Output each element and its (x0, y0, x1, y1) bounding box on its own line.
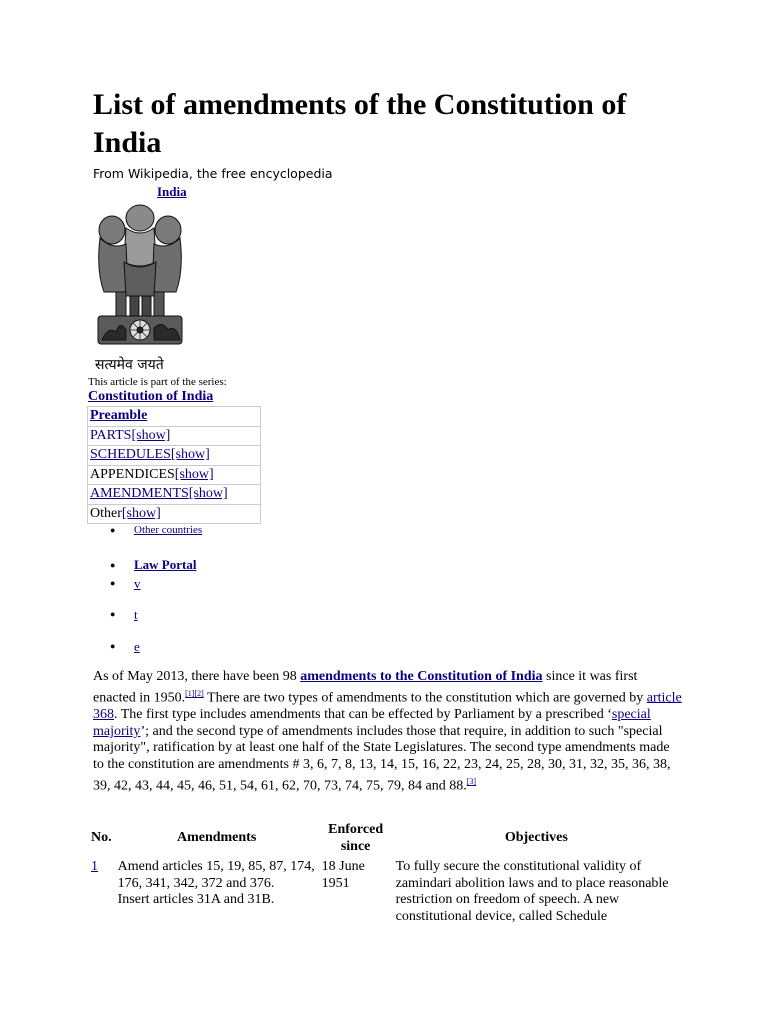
bullet-icon: ● (110, 525, 116, 535)
law-portal-link[interactable]: Law Portal (134, 557, 197, 572)
appendices-show-toggle[interactable]: [show] (174, 466, 214, 482)
parts-show-toggle[interactable]: [show] (131, 427, 171, 443)
objectives-text: To fully secure the constitutional validity of zamindari abolition laws and to place reasonable restriction on freedom of speech. A new constitutional device, called Schedule (395, 859, 669, 924)
amendments-table (88, 820, 680, 925)
navbox-row-preamble (88, 407, 261, 427)
schedules-show-toggle[interactable]: [show] (170, 447, 210, 463)
header-no: No. (91, 830, 112, 846)
constitution-series-link[interactable]: Constitution of India (88, 389, 214, 404)
header-amendments: Amendments (176, 830, 257, 846)
navbox-row-amendments (88, 485, 261, 505)
navbox-row-appendices (88, 465, 261, 485)
series-note: This article is part of the series: (88, 376, 227, 388)
reference-1-2-link[interactable]: [1][2] (185, 688, 204, 698)
header-objectives: Objectives (504, 830, 568, 846)
other-countries-link[interactable]: Other countries (134, 524, 203, 536)
amendment-number-link[interactable]: 1 (91, 859, 98, 874)
amendment-text-insert: Insert articles 31A and 31B. (117, 892, 275, 907)
talk-template-link[interactable]: t (134, 607, 138, 622)
table-header-row (88, 820, 680, 857)
parts-link[interactable]: PARTS (90, 427, 132, 443)
navbox-row-schedules (88, 446, 261, 466)
site-subtitle: From Wikipedia, the free encyclopedia (93, 166, 333, 181)
intro-paragraph: As of May 2013, there have been 98 amendments to the Constitution of India since it was first enacted in 1950.[1][2] There are two types of amendments to the constitution which are governed by article 368. The first type includes amendments that can be effected by Parliament by a prescribed ‘special majority’; and the second type of amendments includes those that require, in addition to such "special majority", ratification by at least one half of the State Legislatures. The second type amendments made to the constitution are amendments # 3, 6, 7, 8, 13, 14, 15, 16, 22, 23, 24, 25, 28, 30, 31, 32, 35, 36, 38, 39, 42, 43, 44, 45, 46, 51, 54, 61, 62, 70, 73, 74, 75, 79, 84 and 88.[3] (93, 669, 682, 794)
article-368-link[interactable]: article 368 (93, 690, 682, 723)
preamble-link[interactable]: Preamble (90, 408, 148, 424)
bullet-icon: ● (110, 641, 116, 651)
special-majority-link[interactable]: special majority (93, 707, 651, 739)
header-enforced-since: Enforced since (328, 822, 384, 854)
reference-3-link[interactable]: [3] (466, 776, 477, 786)
emblem-of-india-icon (90, 200, 190, 365)
edit-template-link[interactable]: e (134, 639, 140, 654)
amendments-link[interactable]: AMENDMENTS (90, 486, 189, 502)
navbox-row-other (88, 504, 261, 524)
view-template-link[interactable]: v (134, 576, 141, 591)
bullet-icon: ● (110, 578, 116, 588)
schedules-link[interactable]: SCHEDULES (90, 447, 171, 463)
table-row (88, 857, 680, 925)
page-title: List of amendments of the Constitution of India (93, 88, 627, 159)
emblem-motto: सत्यमेव जयते (95, 357, 164, 373)
amendments-show-toggle[interactable]: [show] (188, 486, 228, 502)
amendment-text: Amend articles 15, 19, 85, 87, 174, 176, 341, 342, 372 and 376. (117, 859, 315, 891)
bullet-icon: ● (110, 609, 116, 619)
appendices-label: APPENDICES (90, 466, 175, 482)
bullet-icon: ● (110, 560, 116, 570)
other-label: Other (90, 505, 122, 521)
infobox-title-link[interactable]: India (157, 184, 187, 199)
amendments-article-link[interactable]: amendments to the Constitution of India (300, 669, 543, 684)
enforced-date: 18 June 1951 (321, 859, 365, 891)
constitution-navbox (87, 406, 261, 524)
navbox-row-parts (88, 426, 261, 446)
other-show-toggle[interactable]: [show] (121, 505, 161, 521)
